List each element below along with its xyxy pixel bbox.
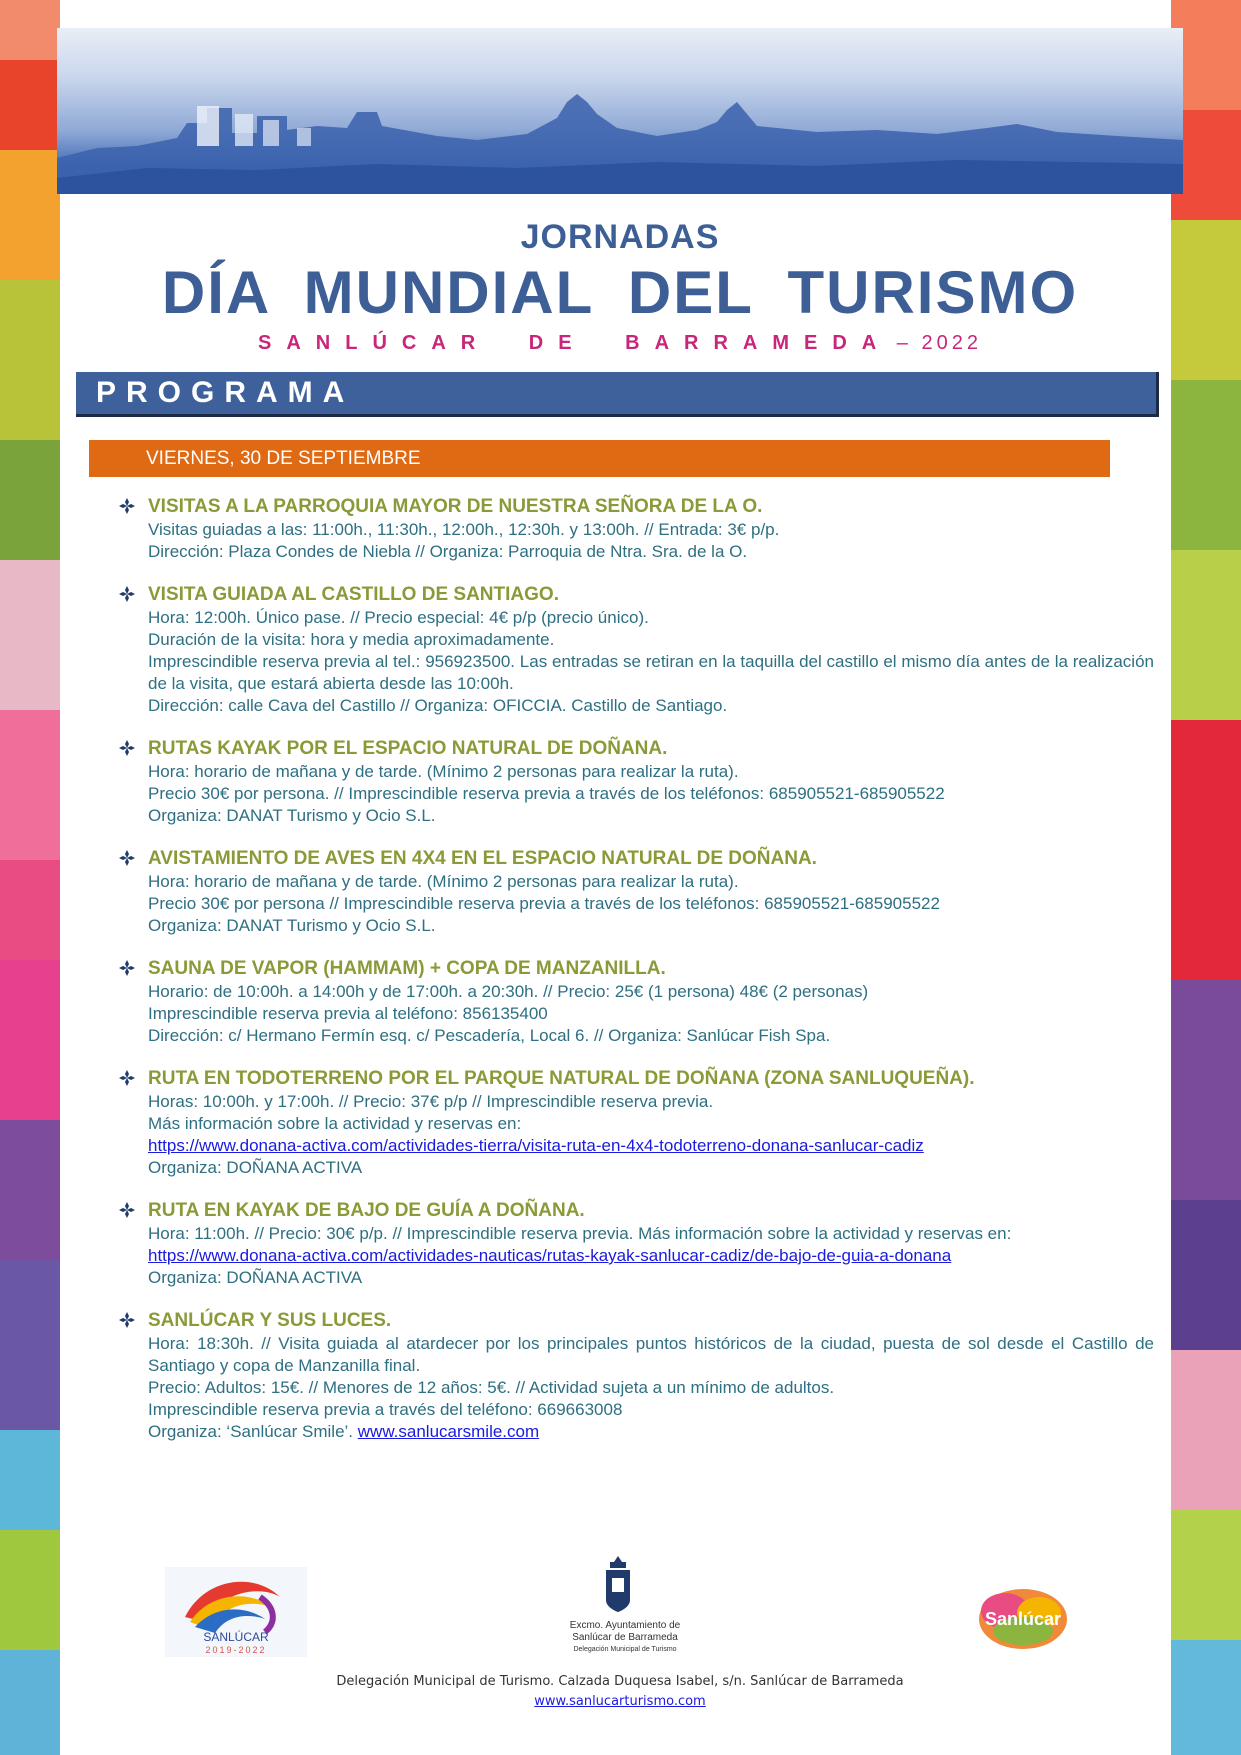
event-detail: Organiza: DANAT Turismo y Ocio S.L. bbox=[148, 806, 436, 825]
sanlucar-smile-link[interactable]: www.sanlucarsmile.com bbox=[357, 1422, 540, 1441]
event-title: VISITAS A LA PARROQUIA MAYOR DE NUESTRA SEÑORA DE LA O. bbox=[148, 496, 763, 517]
event-detail: Organiza: DANAT Turismo y Ocio S.L. bbox=[148, 916, 436, 935]
event-detail: Dirección: Plaza Condes de Niebla // Organiza: Parroquia de Ntra. Sra. de la O. bbox=[148, 542, 748, 561]
event-item bbox=[118, 584, 1154, 717]
event-detail: Hora: horario de mañana y de tarde. (Mínimo 2 personas para realizar la ruta). bbox=[148, 762, 739, 781]
left-decorative-band bbox=[0, 0, 60, 1755]
diamond-bullet-icon bbox=[118, 1201, 136, 1219]
event-year: – 2022 bbox=[896, 332, 982, 354]
event-item bbox=[118, 848, 1154, 937]
event-detail: Precio 30€ por persona. // Imprescindible reserva previa a través de los teléfonos: 685905521-685905522 bbox=[148, 784, 945, 803]
event-kicker: JORNADAS bbox=[520, 218, 720, 256]
sanlucar-brand-logo bbox=[975, 1583, 1071, 1653]
event-item bbox=[118, 1200, 1154, 1289]
event-detail: Imprescindible reserva previa al teléfono: 856135400 bbox=[148, 1004, 548, 1023]
event-title: RUTA EN TODOTERRENO POR EL PARQUE NATURAL DE DOÑANA (ZONA SANLUQUEÑA). bbox=[148, 1068, 975, 1089]
logo-center-line1: Excmo. Ayuntamiento de bbox=[569, 1620, 681, 1631]
diamond-bullet-icon bbox=[118, 739, 136, 757]
diamond-bullet-icon bbox=[118, 497, 136, 515]
event-detail: Duración de la visita: hora y media aproximadamente. bbox=[148, 630, 555, 649]
day-header-bar bbox=[89, 440, 1110, 477]
footer-address: Delegación Municipal de Turismo. Calzada Duquesa Isabel, s/n. Sanlúcar de Barrameda bbox=[336, 1674, 904, 1689]
kayak-info-link[interactable]: https://www.donana-activa.com/actividades-nauticas/rutas-kayak-sanlucar-cadiz/de-bajo-de-guia-a-donana bbox=[148, 1246, 952, 1265]
sanlucar-2019-2022-logo bbox=[165, 1567, 307, 1657]
event-title: RUTAS KAYAK POR EL ESPACIO NATURAL DE DOÑANA. bbox=[148, 738, 668, 759]
event-title: DÍA MUNDIAL DEL TURISMO bbox=[161, 259, 1079, 326]
event-title: SANLÚCAR Y SUS LUCES. bbox=[148, 1310, 392, 1331]
diamond-bullet-icon bbox=[118, 1069, 136, 1087]
logo-left-text: SANLÚCAR bbox=[203, 1630, 269, 1644]
event-detail: Hora: horario de mañana y de tarde. (Mínimo 2 personas para realizar la ruta). bbox=[148, 872, 739, 891]
event-item bbox=[118, 738, 1154, 827]
day-label: VIERNES, 30 DE SEPTIEMBRE bbox=[146, 448, 421, 469]
event-detail: Visitas guiadas a las: 11:00h., 11:30h., 12:00h., 12:30h. y 13:00h. // Entrada: 3€ p/p. bbox=[148, 520, 780, 539]
event-subtitle bbox=[100, 329, 1140, 357]
event-detail: Dirección: c/ Hermano Fermín esq. c/ Pescadería, Local 6. // Organiza: Sanlúcar Fish Spa. bbox=[148, 1026, 831, 1045]
logo-center-line3: Delegación Municipal de Turismo bbox=[573, 1646, 677, 1653]
event-title: AVISTAMIENTO DE AVES EN 4X4 EN EL ESPACIO NATURAL DE DOÑANA. bbox=[148, 848, 817, 869]
ayuntamiento-logo bbox=[552, 1556, 698, 1656]
event-organizer: Organiza: DOÑANA ACTIVA bbox=[148, 1268, 363, 1287]
logo-left-years: 2019-2022 bbox=[205, 1645, 267, 1655]
city-name: SANLÚCAR DE BARRAMEDA bbox=[258, 332, 892, 354]
event-detail: Más información sobre la actividad y reservas en: bbox=[148, 1114, 522, 1133]
event-title: VISITA GUIADA AL CASTILLO DE SANTIAGO. bbox=[148, 584, 559, 605]
event-item bbox=[118, 1068, 1154, 1179]
logo-right-text: Sanlúcar bbox=[984, 1609, 1062, 1629]
events-list bbox=[118, 496, 1154, 1464]
city-skyline-banner bbox=[57, 28, 1183, 194]
right-decorative-band bbox=[1171, 0, 1241, 1755]
diamond-bullet-icon bbox=[118, 959, 136, 977]
event-title: RUTA EN KAYAK DE BAJO DE GUÍA A DOÑANA. bbox=[148, 1200, 585, 1221]
event-item bbox=[118, 496, 1154, 563]
footer-website-link[interactable]: www.sanlucarturismo.com bbox=[534, 1694, 706, 1709]
event-detail: Precio 30€ por persona // Imprescindible reserva previa a través de los teléfonos: 685905521-685905522 bbox=[148, 894, 940, 913]
event-detail: Hora: 18:30h. // Visita guiada al atardecer por los principales puntos históricos de la ciudad, puesta de sol desde el Castillo de Santiago y copa de Manzanilla final. bbox=[148, 1334, 1154, 1375]
event-detail: Horario: de 10:00h. a 14:00h y de 17:00h. a 20:30h. // Precio: 25€ (1 persona) 48€ (2 personas) bbox=[148, 982, 869, 1001]
event-item bbox=[118, 958, 1154, 1047]
event-detail: Hora: 12:00h. Único pase. // Precio especial: 4€ p/p (precio único). bbox=[148, 608, 649, 627]
skyline-illustration bbox=[57, 28, 1183, 194]
diamond-bullet-icon bbox=[118, 849, 136, 867]
event-organizer bbox=[148, 1421, 1154, 1443]
programa-section-bar bbox=[76, 372, 1159, 417]
event-detail: Precio: Adultos: 15€. // Menores de 12 años: 5€. // Actividad sujeta a un mínimo de adultos. bbox=[148, 1378, 835, 1397]
event-title: SAUNA DE VAPOR (HAMMAM) + COPA DE MANZANILLA. bbox=[148, 958, 666, 979]
title-block bbox=[100, 215, 1140, 357]
event-detail: Hora: 11:00h. // Precio: 30€ p/p. // Imprescindible reserva previa. Más información sobre la actividad y reservas en: bbox=[148, 1224, 1012, 1243]
diamond-bullet-icon bbox=[118, 585, 136, 603]
logo-center-line2: Sanlúcar de Barrameda bbox=[572, 1632, 678, 1643]
footer bbox=[200, 1672, 1040, 1712]
event-detail: Imprescindible reserva previa al tel.: 956923500. Las entradas se retiran en la taquilla del castillo el mismo día antes de la realización de la visita, que estará abierta desde las 10:00h. bbox=[148, 652, 1154, 693]
diamond-bullet-icon bbox=[118, 1311, 136, 1329]
programa-label: PROGRAMA bbox=[96, 376, 355, 409]
event-item bbox=[118, 1310, 1154, 1443]
event-detail: Dirección: calle Cava del Castillo // Organiza: OFICCIA. Castillo de Santiago. bbox=[148, 696, 728, 715]
event-detail: Horas: 10:00h. y 17:00h. // Precio: 37€ p/p // Imprescindible reserva previa. bbox=[148, 1092, 714, 1111]
organizer-prefix: Organiza: ‘Sanlúcar Smile’. bbox=[148, 1422, 358, 1441]
event-organizer: Organiza: DOÑANA ACTIVA bbox=[148, 1158, 363, 1177]
todoterreno-info-link[interactable]: https://www.donana-activa.com/actividades-tierra/visita-ruta-en-4x4-todoterreno-donana-sanlucar-cadiz bbox=[148, 1136, 924, 1155]
event-detail: Imprescindible reserva previa a través del teléfono: 669663008 bbox=[148, 1400, 623, 1419]
